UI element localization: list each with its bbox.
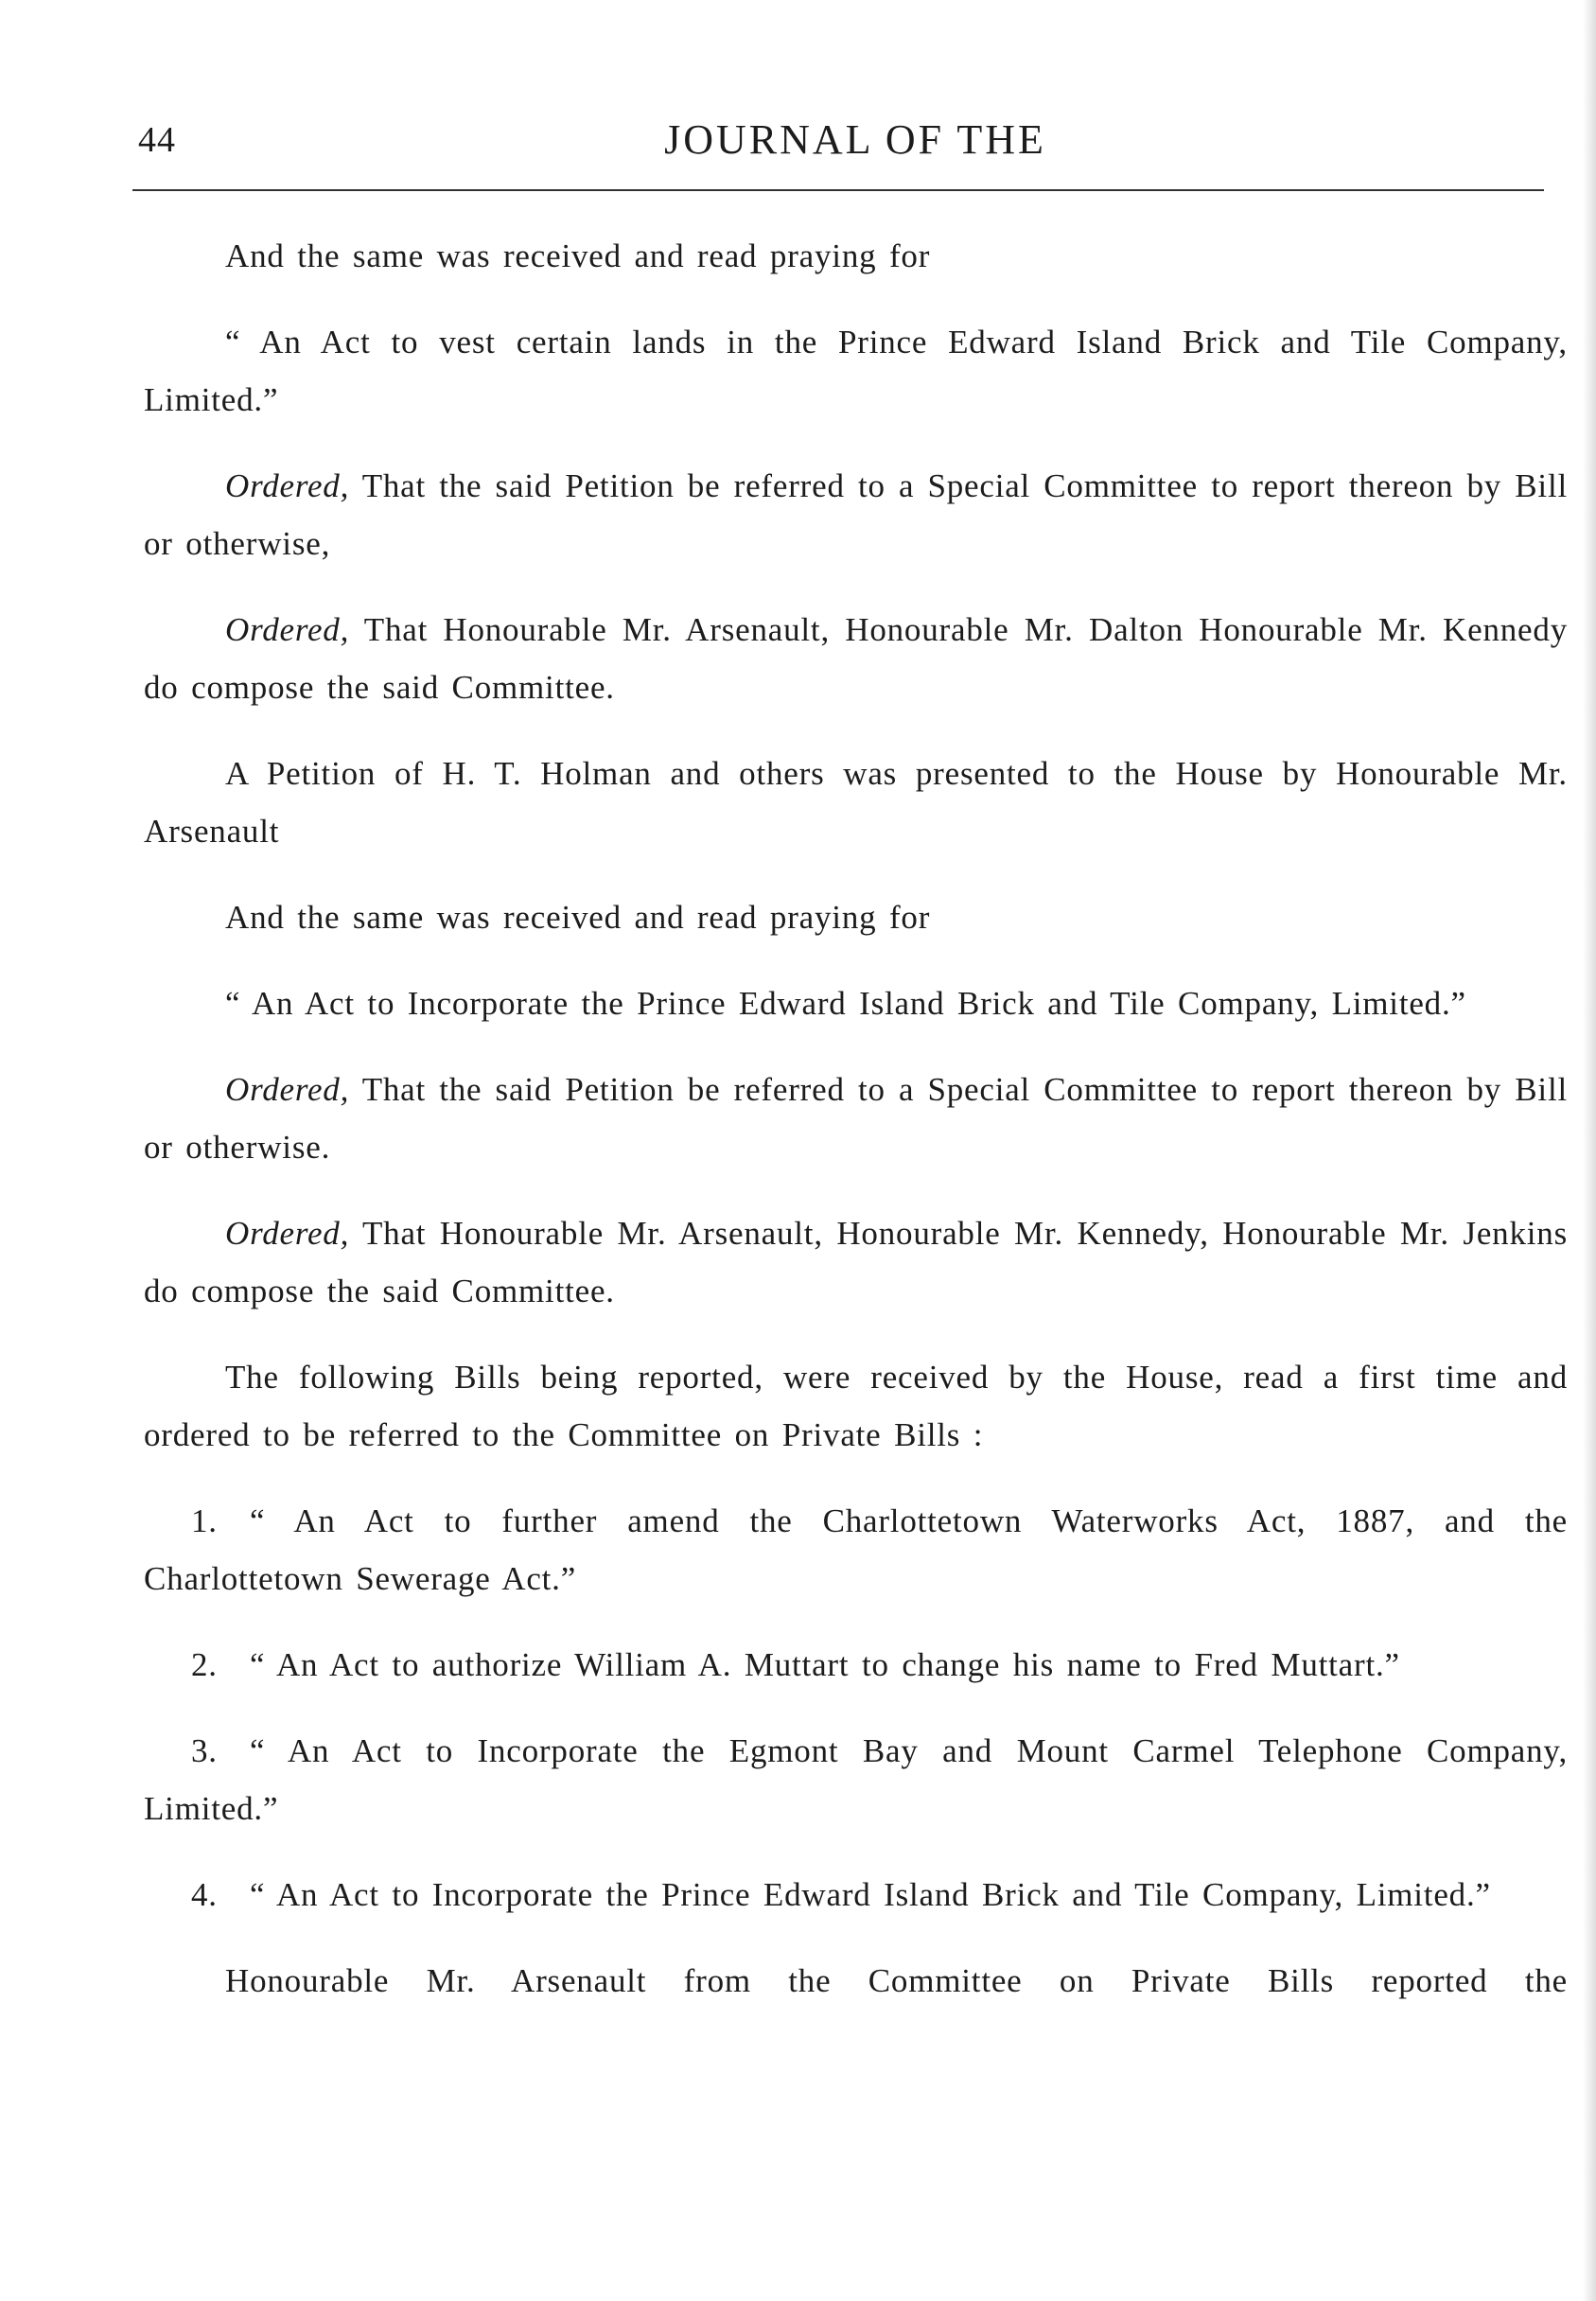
paragraph-text: “ An Act to vest certain lands in the Prince Edward Island Brick and Tile Company, Limited.”	[144, 324, 1568, 418]
paragraph-text: “ An Act to Incorporate the Prince Edward Island Brick and Tile Company, Limited.”	[225, 985, 1466, 1022]
page-edge-shadow	[1583, 0, 1596, 2301]
paragraph	[144, 888, 1568, 946]
bill-number: 2.	[191, 1646, 218, 1683]
ordered-paragraph	[144, 1061, 1568, 1176]
ordered-lead: Ordered,	[225, 611, 350, 648]
ordered-lead: Ordered,	[225, 1071, 350, 1108]
petition-paragraph	[144, 745, 1568, 860]
bill-number: 1.	[191, 1502, 218, 1539]
bill-list-item	[144, 1492, 1568, 1607]
bills-intro-paragraph	[144, 1348, 1568, 1464]
bill-number: 4.	[191, 1876, 218, 1913]
bill-list-item	[144, 1722, 1568, 1837]
paragraph-text: A Petition of H. T. Holman and others was presented to the House by Honourable Mr. Arsenault	[144, 755, 1568, 850]
paragraph	[144, 227, 1568, 285]
paragraph-text: And the same was received and read praying for	[225, 899, 931, 936]
paragraph-text: Honourable Mr. Arsenault from the Committee on Private Bills reported the	[225, 1962, 1568, 1999]
bill-title: “ An Act to Incorporate the Egmont Bay and Mount Carmel Telephone Company, Limited.”	[144, 1732, 1568, 1827]
paragraph-text: That the said Petition be referred to a Special Committee to report thereon by Bill or otherwise.	[144, 1071, 1568, 1166]
paragraph-text: That Honourable Mr. Arsenault, Honourable Mr. Dalton Honourable Mr. Kennedy do compose the said Committee.	[144, 611, 1568, 706]
act-title-paragraph	[144, 975, 1568, 1032]
bill-list-item	[144, 1866, 1568, 1923]
paragraph-text: That the said Petition be referred to a Special Committee to report thereon by Bill or otherwise,	[144, 467, 1568, 562]
running-title: JOURNAL OF THE	[664, 116, 1046, 163]
bill-title: “ An Act to further amend the Charlottetown Waterworks Act, 1887, and the Charlottetown Sewerage Act.”	[144, 1502, 1568, 1597]
bill-list-item	[144, 1636, 1568, 1694]
bill-title: “ An Act to authorize William A. Muttart to change his name to Fred Muttart.”	[250, 1646, 1400, 1683]
ordered-lead: Ordered,	[225, 467, 350, 504]
ordered-paragraph	[144, 601, 1568, 716]
ordered-paragraph	[144, 1204, 1568, 1320]
ordered-paragraph	[144, 457, 1568, 572]
page-number: 44	[138, 120, 176, 160]
paragraph-text: That Honourable Mr. Arsenault, Honourable Mr. Kennedy, Honourable Mr. Jenkins do compose the said Committee.	[144, 1215, 1568, 1309]
page-header	[138, 112, 1544, 187]
header-rule	[132, 189, 1544, 191]
ordered-lead: Ordered,	[225, 1215, 350, 1252]
paragraph-text: And the same was received and read praying for	[225, 237, 931, 274]
act-title-paragraph	[144, 313, 1568, 429]
bill-title: “ An Act to Incorporate the Prince Edward Island Brick and Tile Company, Limited.”	[250, 1876, 1491, 1913]
continuing-paragraph	[144, 1952, 1568, 2010]
paragraph-text: The following Bills being reported, were received by the House, read a first time and ordered to be referred to the Committee on Private Bills :	[144, 1359, 1568, 1453]
body-text	[144, 227, 1568, 2038]
bill-number: 3.	[191, 1732, 218, 1769]
